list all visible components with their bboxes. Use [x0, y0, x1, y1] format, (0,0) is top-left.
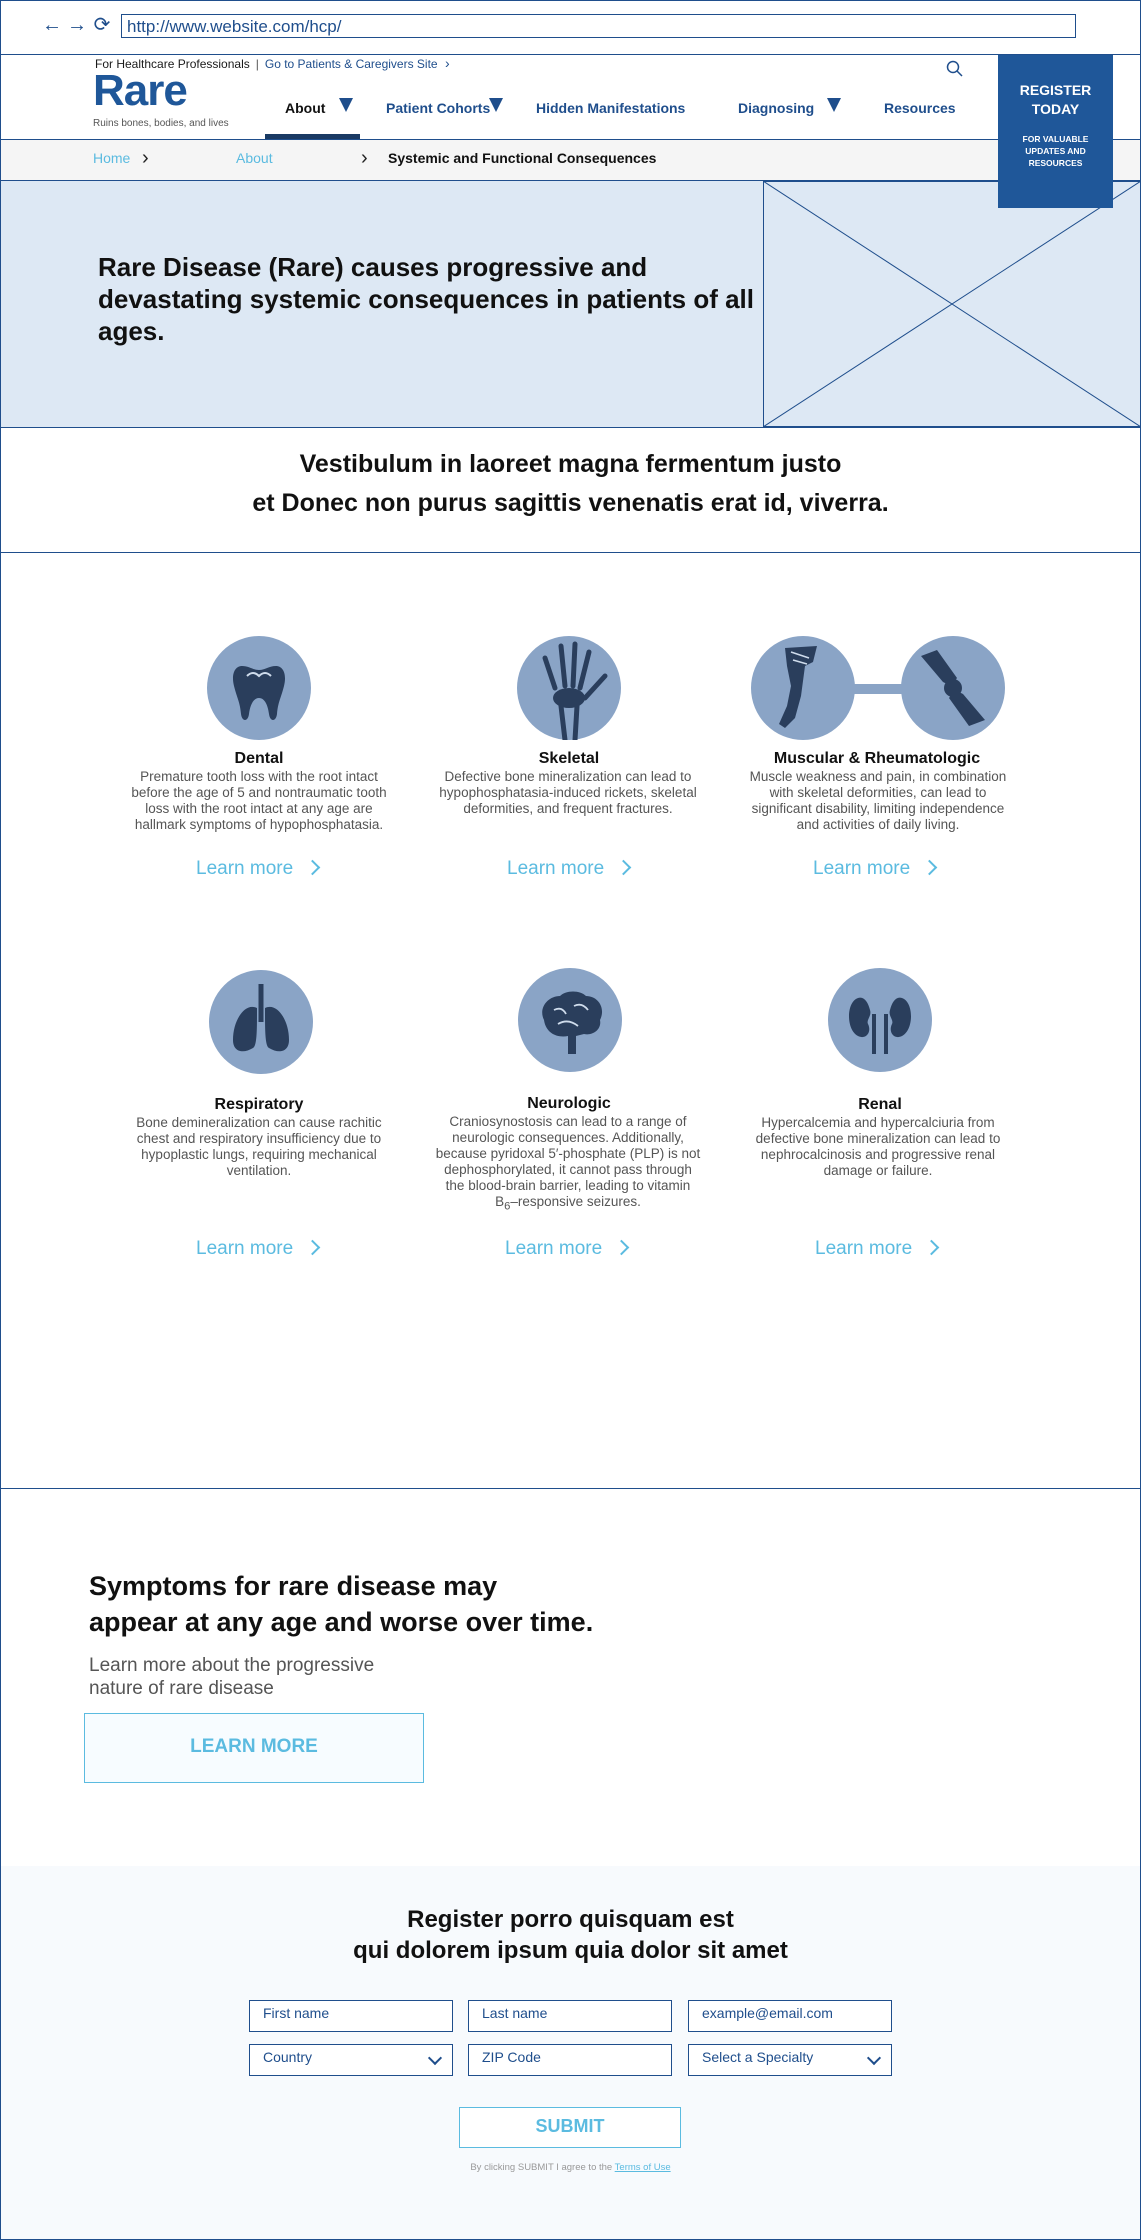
nav-item-hidden-manifestations[interactable]: Hidden Manifestations: [536, 100, 686, 116]
symptoms-title: [89, 1568, 593, 1640]
forward-arrow-icon[interactable]: →: [67, 14, 87, 36]
symptoms-sub-line2: nature of rare disease: [89, 1678, 274, 1699]
specialty-select[interactable]: [688, 2044, 892, 2076]
section-subheading: [0, 428, 1141, 553]
joint-icon: [901, 636, 1005, 740]
back-arrow-icon[interactable]: ←: [42, 14, 62, 36]
learn-more-neurologic-link[interactable]: [505, 1238, 627, 1260]
first-name-field[interactable]: First name: [249, 2000, 453, 2032]
muscle-leg-icon: [751, 636, 855, 740]
register-title-line1: Register porro quisquam est: [407, 1906, 734, 1933]
symptoms-sub-line1: Learn more about the progressive: [89, 1655, 375, 1676]
card-desc-neurologic: [433, 1114, 703, 1215]
register-sub1: FOR VALUABLE: [1022, 134, 1089, 144]
card-title-respiratory: Respiratory: [214, 1096, 304, 1113]
nav-item-patient-cohorts[interactable]: Patient Cohorts: [386, 100, 491, 116]
tooth-icon: [207, 636, 311, 740]
chevron-down-icon: [428, 2051, 442, 2065]
card-title-renal: Renal: [858, 1096, 902, 1113]
patients-site-chevron: ›: [444, 55, 450, 71]
register-title: [0, 1904, 1141, 1966]
country-select-label: Country: [263, 2049, 313, 2065]
chevron-right-icon: [922, 860, 938, 876]
zip-code-field[interactable]: ZIP Code: [468, 2044, 672, 2076]
lungs-icon: [209, 970, 313, 1074]
subheading-line1: Vestibulum in laoreet magna fermentum justo: [299, 450, 842, 478]
last-name-field[interactable]: Last name: [468, 2000, 672, 2032]
neuro-desc-a: Craniosynostosis can lead to a range of neurologic consequences. Additionally, because pyridoxal 5′-phosphate (PLP) is not dephosphorylated, it cannot pass through the blood-brain barrier, leading to vitamin B: [435, 1114, 701, 1209]
brain-icon: [518, 968, 622, 1072]
section-divider: [0, 1488, 1141, 1489]
country-select[interactable]: [249, 2044, 453, 2076]
chevron-right-icon: [305, 1240, 321, 1256]
kidneys-icon: [828, 968, 932, 1072]
nav-item-resources[interactable]: Resources: [884, 100, 956, 116]
about-caret-icon[interactable]: [339, 98, 353, 112]
address-bar[interactable]: http://www.website.com/hcp/: [121, 14, 1076, 38]
chevron-right-icon: [616, 860, 632, 876]
utility-separator: |: [255, 57, 259, 71]
terms-of-use-link[interactable]: Terms of Use: [614, 2162, 671, 2173]
breadcrumb-home[interactable]: Home: [93, 150, 131, 166]
register-sub2: UPDATES AND: [1025, 146, 1086, 156]
patient-cohorts-caret-icon[interactable]: [489, 98, 503, 112]
diagnosing-caret-icon[interactable]: [827, 98, 841, 112]
tagline: Ruins bones, bodies, and lives: [93, 118, 229, 129]
learn-more-muscular-link[interactable]: [813, 858, 935, 880]
patients-site-link[interactable]: Go to Patients & Caregivers Site: [264, 57, 438, 71]
chevron-right-icon: [614, 1240, 630, 1256]
register-sub3: RESOURCES: [1028, 158, 1083, 168]
learn-more-label: Learn more: [507, 858, 605, 879]
breadcrumb-current: Systemic and Functional Consequences: [388, 150, 657, 166]
browser-toolbar: [0, 0, 1141, 55]
chevron-right-icon: [305, 860, 321, 876]
card-title-neurologic: Neurologic: [527, 1095, 611, 1112]
register-title-line2: qui dolorem ipsum quia dolor sit amet: [353, 1937, 788, 1964]
terms-prefix: By clicking SUBMIT I agree to the: [470, 2162, 613, 2173]
breadcrumb-separator-icon: ›: [142, 147, 149, 169]
hero-title: Rare Disease (Rare) causes progressive and devastating systemic consequences in patients of all ages.: [98, 252, 754, 346]
reload-icon[interactable]: ⟳: [93, 14, 111, 36]
neuro-desc-subscript: 6: [504, 1200, 511, 1213]
nav-item-about[interactable]: About: [285, 100, 326, 116]
email-field[interactable]: example@email.com: [688, 2000, 892, 2032]
card-title-muscular: Muscular & Rheumatologic: [773, 750, 981, 767]
hero-banner: [0, 181, 1141, 428]
hero-image-placeholder: [763, 181, 1141, 427]
audience-label: For Healthcare Professionals: [95, 57, 250, 71]
card-title-skeletal: Skeletal: [538, 750, 600, 767]
learn-more-label: Learn more: [815, 1238, 913, 1259]
card-desc-respiratory: Bone demineralization can cause rachitic chest and respiratory insufficiency due to hypoplastic lungs, requiring mechanical ventilation.: [136, 1115, 382, 1178]
breadcrumb-separator-icon: ›: [361, 147, 368, 169]
card-title-dental: Dental: [234, 750, 284, 767]
card-desc-dental: Premature tooth loss with the root intact before the age of 5 and nontraumatic tooth loss with the root intact at any age are hallmark symptoms of hypophosphatasia.: [131, 769, 387, 832]
register-title-line2: TODAY: [1031, 101, 1080, 117]
breadcrumb: [0, 140, 1141, 181]
submit-button[interactable]: SUBMIT: [459, 2107, 681, 2148]
neuro-desc-b: –responsive seizures.: [510, 1194, 641, 1209]
learn-more-label: Learn more: [813, 858, 911, 879]
learn-more-button[interactable]: LEARN MORE: [84, 1713, 424, 1783]
learn-more-renal-link[interactable]: [815, 1238, 937, 1260]
register-title-line1: REGISTER: [1019, 82, 1092, 98]
terms-note: [0, 2162, 1141, 2173]
connector-bar: [853, 684, 903, 694]
subheading-line2: et Donec non purus sagittis venenatis erat id, viverra.: [252, 489, 889, 517]
learn-more-label: Learn more: [196, 858, 294, 879]
learn-more-dental-link[interactable]: [196, 858, 318, 880]
chevron-right-icon: [924, 1240, 940, 1256]
search-icon[interactable]: [945, 59, 965, 79]
card-desc-renal: Hypercalcemia and hypercalciuria from defective bone mineralization can lead to nephrocalcinosis and progressive renal damage or failure.: [755, 1115, 1001, 1178]
nav-item-diagnosing[interactable]: Diagnosing: [738, 100, 815, 116]
learn-more-label: Learn more: [505, 1238, 603, 1259]
card-desc-skeletal: Defective bone mineralization can lead to hypophosphatasia-induced rickets, skeletal deformities, and frequent fractures.: [439, 769, 697, 816]
symptoms-title-line1: Symptoms for rare disease may: [89, 1571, 498, 1601]
breadcrumb-about[interactable]: About: [236, 150, 273, 166]
symptoms-subtitle: [89, 1654, 374, 1700]
logo[interactable]: Rare: [93, 66, 187, 115]
hand-bones-icon: [517, 636, 621, 740]
symptoms-title-line2: appear at any age and worse over time.: [89, 1607, 594, 1637]
learn-more-skeletal-link[interactable]: [507, 858, 629, 880]
register-today-button[interactable]: [998, 55, 1113, 208]
specialty-select-label: Select a Specialty: [702, 2049, 814, 2065]
learn-more-label: Learn more: [196, 1238, 294, 1259]
chevron-down-icon: [867, 2051, 881, 2065]
registration-section: [0, 1866, 1141, 2240]
learn-more-respiratory-link[interactable]: [196, 1238, 318, 1260]
card-desc-muscular: Muscle weakness and pain, in combination with skeletal deformities, can lead to significant disability, limiting independence and activities of daily living.: [749, 769, 1007, 832]
